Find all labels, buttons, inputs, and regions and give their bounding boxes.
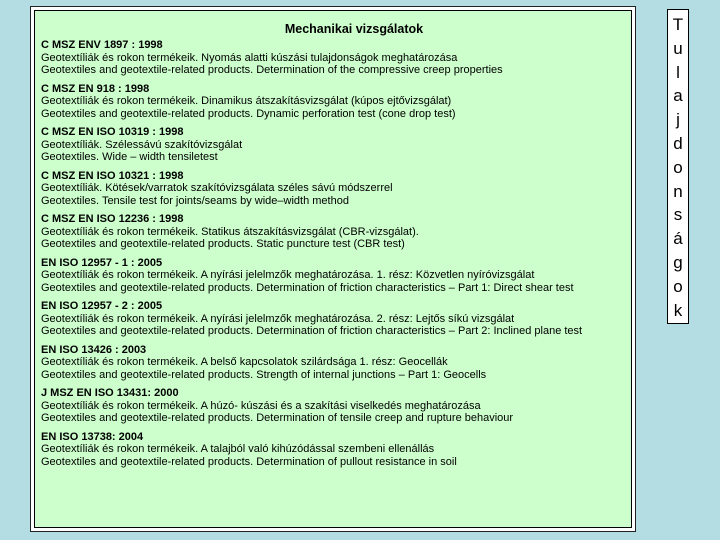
side-letter: l [676, 62, 680, 82]
standard-entry [41, 387, 627, 425]
standard-entry [41, 257, 627, 295]
standard-title-en: Geotextiles and geotextile-related products. Static puncture test (CBR test) [41, 238, 405, 250]
standard-title-hu: Geotextíliák és rokon termékeik. A belső kapcsolatok szilárdsága 1. rész: Geocellák [41, 356, 448, 368]
standard-code: EN ISO 13738: 2004 [41, 430, 144, 443]
standard-code: EN ISO 12957 - 1 : 2005 [41, 256, 163, 269]
standard-title-hu: Geotextíliák és rokon termékeik. A nyírási jelelmzők meghatározása. 2. rész: Lejtős síkú vizsgálat [41, 312, 515, 325]
standard-entry [41, 170, 627, 208]
standard-entry [41, 213, 627, 251]
standard-title-hu: Geotextíliák és rokon termékeik. A húzó- kúszási és a szakítási viselkedés meghatározása [41, 399, 481, 412]
standard-code: C MSZ EN ISO 10319 : 1998 [41, 126, 184, 138]
standard-title-hu: Geotextíliák és rokon termékeik. A talajból való kihúzódással szembeni ellenállás [41, 443, 435, 455]
standard-entry [41, 83, 627, 121]
side-letter: a [673, 86, 683, 106]
side-letter: g [673, 252, 683, 272]
side-letter: k [673, 300, 683, 320]
side-letter: n [673, 181, 683, 201]
standard-entry [41, 344, 627, 382]
standard-entry [41, 126, 627, 164]
standard-title-hu: Geotextíliák és rokon termékeik. A nyírási jelelmzők meghatározása. 1. rész: Közvetlen nyíróvizsgálat [41, 269, 535, 281]
standard-code: EN ISO 13426 : 2003 [41, 343, 147, 356]
standard-title-hu: Geotextíliák. Szélessávú szakítóvizsgálat [41, 138, 243, 151]
standard-code: C MSZ EN ISO 10321 : 1998 [41, 169, 184, 182]
standard-code: EN ISO 12957 - 2 : 2005 [41, 300, 163, 312]
standard-title-en: Geotextiles and geotextile-related products. Determination of tensile creep and rupture behaviour [41, 412, 514, 424]
side-letter: d [673, 133, 683, 153]
side-letter: á [673, 229, 683, 249]
slide-frame [30, 6, 636, 532]
standard-title-en: Geotextiles and geotextile-related products. Determination of friction characteristics – Part 1: Direct shear test [41, 281, 574, 294]
standard-entry [41, 431, 627, 469]
standard-title-hu: Geotextíliák és rokon termékeik. Statikus átszakításvizsgálat (CBR-vizsgálat). [41, 225, 419, 238]
standard-title-hu: Geotextíliák és rokon termékeik. Dinamikus átszakításvizsgálat (kúpos ejtővizsgálat) [41, 95, 452, 107]
standard-code: C MSZ EN ISO 12236 : 1998 [41, 213, 184, 225]
panel-title: Mechanikai vizsgálatok [284, 22, 424, 36]
side-letter: o [673, 157, 683, 177]
standard-entry [41, 300, 627, 338]
standard-title-hu: Geotextíliák. Kötések/varratok szakítóvizsgálata széles sávú módszerrel [41, 182, 393, 194]
side-letter: s [673, 205, 683, 225]
standard-title-en: Geotextiles and geotextile-related products. Determination of pullout resistance in soil [41, 455, 457, 468]
side-letter: o [673, 276, 683, 296]
standard-title-en: Geotextiles and geotextile-related products. Determination of the compressive creep properties [41, 64, 503, 76]
standard-title-en: Geotextiles and geotextile-related products. Determination of friction characteristics – Part 2: Inclined plane test [41, 325, 583, 337]
side-letter: T [672, 15, 684, 34]
standard-title-hu: Geotextíliák és rokon termékeik. Nyomás alatti kúszási tulajdonságok meghatározása [41, 51, 458, 64]
standard-entry [41, 39, 627, 77]
side-letter: u [673, 38, 683, 58]
standard-title-en: Geotextiles. Wide – width tensiletest [41, 151, 218, 163]
side-letter: j [676, 110, 680, 130]
standard-code: C MSZ EN 918 : 1998 [41, 82, 150, 95]
vertical-side-title [667, 9, 689, 324]
standard-code: C MSZ ENV 1897 : 1998 [41, 39, 163, 51]
standard-title-en: Geotextiles. Tensile test for joints/seams by wide–width method [41, 194, 349, 207]
standards-panel [34, 10, 632, 528]
standard-code: J MSZ EN ISO 13431: 2000 [41, 387, 179, 399]
standard-title-en: Geotextiles and geotextile-related products. Strength of internal junctions – Part 1: Geocells [41, 368, 487, 381]
standard-title-en: Geotextiles and geotextile-related products. Dynamic perforation test (cone drop test) [41, 107, 456, 120]
